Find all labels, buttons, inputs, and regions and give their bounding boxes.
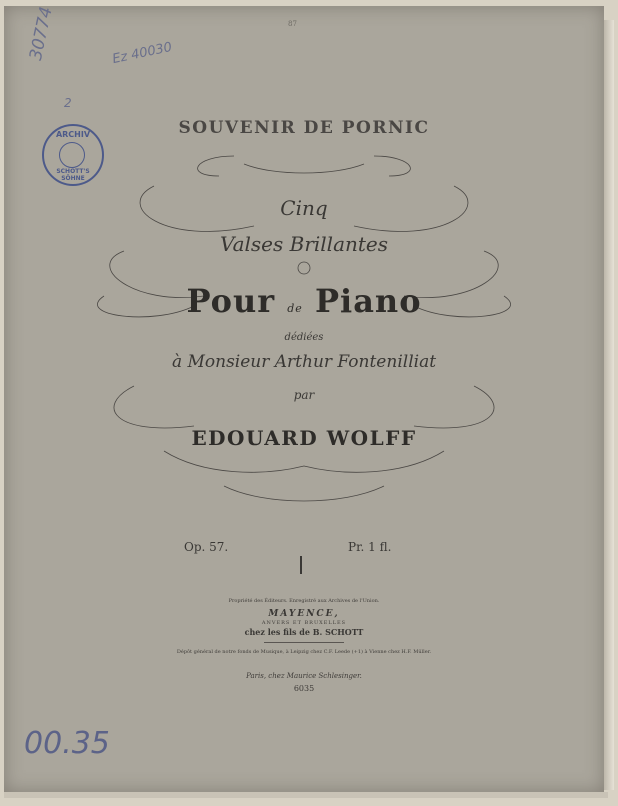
opus-number: Op. 57. [184, 540, 229, 554]
flourish-title-under [244, 164, 364, 173]
flourish-center-loop [298, 262, 310, 274]
divider-rule [264, 642, 344, 643]
depot-notice: Dépôt général de notre fonds de Musique, à Leipzig chez C.F. Leede (+1) à Vienne chez H.F. Müller. [176, 649, 432, 655]
instrument-line [4, 282, 604, 320]
pencil-note: Ez 40030 [111, 39, 174, 68]
instrument-word: Piano [314, 282, 422, 320]
paris-agent: Paris, chez Maurice Schlesinger. [246, 672, 362, 680]
call-number-sub: 2 [64, 96, 72, 110]
archive-stamp [42, 124, 104, 186]
dedicatee: à Monsieur Arthur Fontenilliat [171, 352, 437, 372]
top-mark: 87 [288, 20, 297, 28]
flourish-composer [164, 451, 444, 472]
center-dash [300, 556, 302, 574]
number-word: Cinq [280, 196, 328, 220]
title-page [4, 6, 604, 792]
publisher-city: MAYENCE, [268, 609, 340, 619]
call-number: 30774 [26, 5, 57, 63]
composer-name: EDOUARD WOLFF [191, 426, 417, 450]
publisher-firm: chez les fils de B. SCHOTT [244, 627, 364, 637]
flourish-bottom [224, 486, 384, 501]
page-edge-bottom [4, 792, 608, 798]
by-word: par [293, 388, 315, 402]
pour-word: Pour [186, 282, 276, 320]
genre-text: Valses Brillantes [219, 232, 389, 256]
stamp-bottom-text: SCHOTT'S SÖHNE [56, 168, 90, 182]
price: Pr. 1 fl. [348, 540, 392, 554]
handwritten-number: 00.35 [24, 726, 110, 761]
stamp-top-text: ARCHIV [55, 130, 91, 139]
propriete-notice: Propriété des Éditeurs. Enregistré aux Archives de l'Union. [228, 598, 380, 604]
stamp-emblem-icon [59, 142, 85, 168]
publisher-cities: ANVERS ET BRUXELLES [261, 620, 347, 626]
composition-title: SOUVENIR DE PORNIC [178, 118, 430, 138]
dedication-intro: dédiées [284, 332, 324, 343]
page-edge-right [604, 20, 614, 790]
de-word: de [287, 302, 303, 315]
plate-number: 6035 [293, 684, 315, 693]
